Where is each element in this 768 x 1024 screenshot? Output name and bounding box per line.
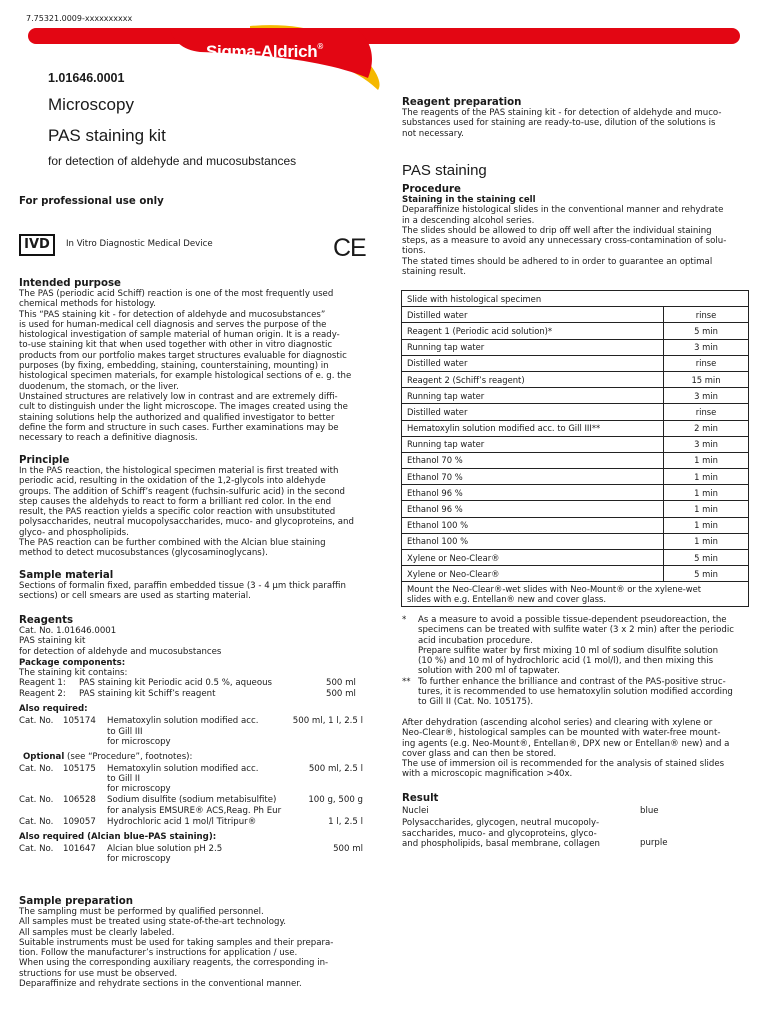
catalog-item [19, 844, 369, 865]
text-line: products from our portfolio makes target structures evaluable for diagnostic [19, 350, 347, 361]
reagent-prep-heading: Reagent preparation [402, 97, 522, 108]
package-qty: 500 ml [326, 678, 356, 689]
step-cell: Distilled water [402, 404, 664, 420]
optional-heading-line [19, 752, 369, 762]
table-row [402, 323, 749, 339]
time-cell: 3 min [664, 388, 749, 404]
package-qty: 500 ml [326, 688, 356, 699]
time-cell: 5 min [664, 323, 749, 339]
footnote-line: acid incubation procedure. [418, 635, 533, 646]
catalog-desc-line: for analysis EMSURE® ACS,Reag. Ph Eur [107, 805, 282, 816]
result-line: saccharides, muco- and glycoproteins, glyco- [402, 828, 597, 839]
text-line: The PAS reaction can be further combined with the Alcian blue staining [19, 538, 326, 549]
time-cell: 1 min [664, 452, 749, 468]
text-line: The PAS (periodic acid Schiff) reaction is one of the most frequently used [19, 289, 334, 299]
step-cell: Reagent 1 (Periodic acid solution)* [402, 323, 664, 339]
optional-note: (see “Procedure”, footnotes): [64, 752, 193, 763]
professional-use-notice: For professional use only [19, 196, 164, 207]
text-line: Unstained structures are relatively low in contrast and are extremely diffi- [19, 391, 338, 402]
table-row [402, 533, 749, 549]
text-line: sections) or cell smears are used as starting material. [19, 591, 251, 602]
catalog-desc [107, 795, 283, 816]
catalog-qty: 500 ml [333, 843, 363, 854]
step-cell: Hematoxylin solution modified acc. to Gill III** [402, 420, 664, 436]
catalog-number: 109057 [63, 817, 96, 828]
catalog-item [19, 764, 369, 795]
result-color: blue [640, 806, 659, 816]
step-cell: Running tap water [402, 339, 664, 355]
text-line: histological specimen materials, for example histological sections of e. g. the [19, 371, 352, 382]
catalog-desc-line: Alcian blue solution pH 2.5 [107, 843, 223, 854]
subtitle: for detection of aldehyde and mucosubstances [48, 154, 297, 168]
section-sample-preparation [19, 896, 369, 989]
also-required-heading: Also required: [19, 704, 88, 715]
table-row [402, 501, 749, 517]
footnotes [402, 615, 752, 708]
staining-table-wrapper [401, 290, 749, 607]
text-line: histological investigation of sample material of human origin. It is a ready- [19, 330, 340, 341]
time-cell: 1 min [664, 485, 749, 501]
result-line: and phospholipids, basal membrane, collagen [402, 838, 600, 849]
step-cell: Running tap water [402, 388, 664, 404]
catalog-desc [107, 716, 283, 747]
footnote-line: solution with 200 ml of tapwater. [418, 666, 560, 677]
text-line: not necessary. [402, 128, 464, 139]
table-row [402, 469, 749, 485]
table-row [402, 355, 749, 371]
step-cell: Distilled water [402, 355, 664, 371]
catalog-qty: 1 l, 2.5 l [328, 817, 363, 828]
catalog-desc-line: for microscopy [107, 736, 171, 747]
alcian-list [19, 844, 369, 865]
intended-text [19, 289, 369, 443]
package-list [19, 678, 369, 699]
footnote-line: tures, it is recommended to use hematoxylin solution modified according [418, 687, 733, 698]
time-cell: 5 min [664, 566, 749, 582]
text-line: Deparaffinize and rehydrate sections in the conventional manner. [19, 979, 302, 990]
text-line: groups. The addition of Schiff’s reagent (fuchsin-sulfuric acid) in the second [19, 486, 345, 497]
procedure-heading: Procedure [402, 184, 461, 195]
brand-logo: Sigma-Aldrich® [206, 42, 323, 61]
footnote [402, 677, 752, 708]
table-footer-cell [402, 582, 749, 607]
section-principle [19, 455, 369, 559]
staining-cell-heading: Staining in the staining cell [402, 195, 536, 205]
text-line: structions for use must be observed. [19, 968, 178, 979]
principle-heading: Principle [19, 455, 70, 466]
section-after-dehydration [402, 718, 752, 780]
time-cell: 1 min [664, 501, 749, 517]
text-line: is used for human-medical cell diagnosis and serves the purpose of the [19, 319, 327, 330]
catalog-desc-line: Hydrochloric acid 1 mol/l Titripur® [107, 817, 257, 828]
reagents-text [19, 626, 369, 657]
footnote-line: (10 %) and 10 ml of hydrochloric acid (1 mol/l), and then mixing this [418, 656, 714, 667]
catalog-desc-line: to Gill II [107, 773, 140, 784]
text-line: The slides should be allowed to drip off well after the individual staining [402, 225, 712, 236]
catalog-item [19, 716, 369, 747]
reagent-prep-text [402, 108, 752, 139]
reagents-heading: Reagents [19, 615, 74, 626]
section-result [402, 793, 752, 851]
table-footer-line: slides with e.g. Entellan® new and cover glass. [407, 594, 607, 605]
text-line: The sampling must be performed by qualified personnel. [19, 907, 264, 917]
time-cell: 1 min [664, 517, 749, 533]
sample-prep-text [19, 907, 369, 989]
footnote-line: specimens can be treated with sulfite water (3 x 2 min) after the periodic [418, 625, 734, 636]
time-cell: 1 min [664, 533, 749, 549]
text-line: substances used for staining are ready-to-use, dilution of the solutions is [402, 118, 716, 129]
package-label: Reagent 1: [19, 678, 66, 689]
table-row [402, 452, 749, 468]
text-line: in a descending alcohol series. [402, 215, 535, 226]
catalog-number: 105175 [63, 763, 96, 774]
text-line: This “PAS staining kit - for detection of aldehyde and mucosubstances” [19, 309, 326, 320]
catalog-label: Cat. No. [19, 795, 54, 806]
footnote-body [418, 615, 734, 677]
also-required-list [19, 716, 369, 747]
text-line: tions. [402, 246, 426, 257]
package-desc: PAS staining kit Schiff’s reagent [79, 688, 216, 699]
catalog-number: 101647 [63, 843, 96, 854]
text-line: cult to distinguish under the light microscope. The images created using the [19, 402, 348, 413]
text-line: ing agents (e.g. Neo-Mount®, Entellan®, DPX new or Entellan® new) and a [402, 738, 730, 749]
time-cell: 3 min [664, 436, 749, 452]
table-row [402, 371, 749, 387]
table-row [402, 550, 749, 566]
sample-material-heading: Sample material [19, 570, 114, 581]
catalog-desc-line: Hematoxylin solution modified acc. [107, 763, 259, 774]
time-cell: 15 min [664, 371, 749, 387]
result-row [402, 806, 752, 816]
text-line: step causes the aldehyds to react to form a brilliant red color. In the end [19, 496, 332, 507]
package-label: Reagent 2: [19, 688, 66, 699]
text-line: All samples must be treated using state-of-the-art technology. [19, 917, 287, 928]
section-procedure [402, 184, 752, 277]
text-line: cover glass and can then be stored. [402, 748, 557, 759]
table-footer-row [402, 582, 749, 607]
text-line: necessary to reach a definitive diagnosis. [19, 433, 198, 444]
text-line: purposes (by fixing, embedding, staining, counterstaining, mounting) in [19, 361, 329, 372]
text-line: result, the PAS reaction yields a specific color reaction with unsubstituted [19, 507, 336, 518]
ivd-text: In Vitro Diagnostic Medical Device [66, 239, 213, 249]
catalog-desc-line: Sodium disulfite (sodium metabisulfite) [107, 795, 277, 806]
procedure-text [402, 205, 752, 277]
catalog-label: Cat. No. [19, 716, 54, 727]
alcian-heading: Also required (Alcian blue-PAS staining): [19, 832, 217, 843]
catalog-desc-line: for microscopy [107, 784, 171, 795]
optional-list [19, 764, 369, 828]
section-reagent-preparation [402, 97, 752, 139]
catalog-desc [107, 844, 283, 865]
text-line: When using the corresponding auxiliary reagents, the corresponding in- [19, 958, 329, 969]
time-cell: 3 min [664, 339, 749, 355]
title-line-1: Microscopy [48, 95, 134, 114]
footnote-line: to Gill II (Cat. No. 105175). [418, 697, 534, 708]
table-row [402, 420, 749, 436]
time-cell: rinse [664, 355, 749, 371]
table-row [402, 436, 749, 452]
package-item [19, 689, 369, 699]
table-row [402, 517, 749, 533]
table-row [402, 566, 749, 582]
optional-heading: Optional [23, 752, 65, 763]
table-row [402, 307, 749, 323]
time-cell: 5 min [664, 550, 749, 566]
footnote-mark: * [402, 615, 407, 625]
footnote-body [418, 677, 733, 708]
result-list [402, 806, 752, 849]
catalog-qty: 500 ml, 1 l, 2.5 l [292, 716, 363, 727]
catalog-item [19, 817, 369, 827]
step-cell: Xylene or Neo-Clear® [402, 550, 664, 566]
step-cell: Ethanol 100 % [402, 517, 664, 533]
section-sample-material [19, 570, 369, 602]
result-line: Polysaccharides, glycogen, neutral mucopoly- [402, 818, 600, 829]
catalog-number: 106528 [63, 795, 96, 806]
catalog-qty: 500 ml, 2.5 l [308, 763, 363, 774]
package-heading: Package components: [19, 657, 126, 668]
step-cell: Distilled water [402, 307, 664, 323]
table-row [402, 485, 749, 501]
package-intro: The staining kit contains: [19, 668, 128, 679]
text-line: The use of immersion oil is recommended for the analysis of stained slides [402, 759, 725, 770]
table-header-row [402, 291, 749, 307]
after-text [402, 718, 752, 780]
text-line: periodic acid, resulting in the oxidation of the 1,2-glycols into aldehyde [19, 476, 326, 487]
text-line: tion. Follow the manufacturer’s instructions for application / use. [19, 948, 298, 959]
catalog-number: 105174 [63, 716, 96, 727]
catalog-desc [107, 764, 283, 795]
table-row [402, 404, 749, 420]
footnote-line: To further enhance the brilliance and contrast of the PAS-positive struc- [418, 676, 726, 687]
text-line: PAS staining kit [19, 636, 86, 647]
table-row [402, 388, 749, 404]
section-reagents [19, 615, 369, 865]
time-cell: 1 min [664, 469, 749, 485]
step-cell: Reagent 2 (Schiff’s reagent) [402, 371, 664, 387]
text-line: After dehydration (ascending alcohol series) and clearing with xylene or [402, 718, 713, 728]
catalog-item [19, 795, 369, 816]
table-header-cell: Slide with histological specimen [402, 291, 749, 307]
text-line: staining solutions help the authorized and qualified investigator to better [19, 412, 335, 423]
text-line: duodenum, the stomach, or the liver. [19, 381, 179, 392]
catalog-qty: 100 g, 500 g [308, 795, 363, 806]
section-intended-purpose [19, 278, 369, 443]
pas-staining-heading: PAS staining [402, 162, 487, 179]
result-heading: Result [402, 793, 439, 804]
text-line: Neo-Clear®, histological samples can be mounted with water-free mount- [402, 728, 721, 739]
text-line: All samples must be clearly labeled. [19, 927, 175, 938]
staining-table [401, 290, 749, 607]
footnote-line: Prepare sulfite water by first mixing 10 ml of sodium disulfite solution [418, 645, 719, 656]
time-cell: rinse [664, 307, 749, 323]
step-cell: Ethanol 96 % [402, 501, 664, 517]
footnote-line: As a measure to avoid a possible tissue-dependent pseudoreaction, the [418, 615, 727, 625]
text-line: define the form and structure in such cases. Further examinations may be [19, 422, 339, 433]
step-cell: Ethanol 100 % [402, 533, 664, 549]
catalog-desc [107, 817, 283, 827]
text-line: steps, as a measure to avoid any unnecessary cross-contamination of solu- [402, 236, 727, 247]
principle-text [19, 466, 369, 559]
table-footer-line: Mount the Neo-Clear®-wet slides with Neo-Mount® or the xylene-wet [407, 584, 702, 595]
ivd-badge: IVD [19, 234, 55, 256]
package-item [19, 678, 369, 688]
text-line: chemical methods for histology. [19, 299, 156, 310]
text-line: to-use staining kit that when used together with other in vitro diagnostic [19, 340, 333, 351]
time-cell: rinse [664, 404, 749, 420]
text-line: method to detect mucosubstances (glycosaminoglycans). [19, 548, 268, 559]
catalog-label: Cat. No. [19, 763, 54, 774]
result-color: purple [640, 838, 668, 849]
table-row [402, 339, 749, 355]
result-line: Nuclei [402, 806, 429, 816]
text-line: Sections of formalin fixed, paraffin embedded tissue (3 - 4 µm thick paraffin [19, 581, 346, 591]
text-line: The reagents of the PAS staining kit - for detection of aldehyde and muco- [402, 108, 722, 118]
sample-prep-heading: Sample preparation [19, 896, 133, 907]
title-line-2: PAS staining kit [48, 126, 166, 145]
result-row [402, 818, 752, 849]
sample-material-text [19, 581, 369, 602]
footnote-mark: ** [402, 676, 411, 687]
text-line: staining result. [402, 267, 467, 278]
package-desc: PAS staining kit Periodic acid 0.5 %, aqueous [79, 678, 273, 689]
step-cell: Ethanol 70 % [402, 469, 664, 485]
ce-mark-icon: CE [333, 234, 366, 262]
text-line: The stated times should be adhered to in order to guarantee an optimal [402, 256, 713, 267]
catalog-label: Cat. No. [19, 817, 54, 828]
catalog-desc-line: Hematoxylin solution modified acc. [107, 716, 259, 727]
text-line: polysaccharides, neutral mucopolysaccharides, muco- and glycoproteins, and [19, 517, 354, 528]
document-code: 7.75321.0009-xxxxxxxxxx [26, 14, 133, 23]
step-cell: Ethanol 70 % [402, 452, 664, 468]
text-line: Cat. No. 1.01646.0001 [19, 626, 117, 636]
text-line: In the PAS reaction, the histological specimen material is first treated with [19, 466, 339, 476]
catalog-desc-line: for microscopy [107, 853, 171, 864]
step-cell: Ethanol 96 % [402, 485, 664, 501]
intended-heading: Intended purpose [19, 278, 121, 289]
text-line: for detection of aldehyde and mucosubstances [19, 646, 222, 657]
catalog-number: 1.01646.0001 [48, 71, 125, 85]
footnote [402, 615, 752, 677]
catalog-desc-line: to Gill III [107, 726, 143, 737]
result-structure [402, 806, 640, 816]
result-structure [402, 818, 640, 849]
text-line: with a microscopic magnification >40x. [402, 769, 573, 780]
step-cell: Running tap water [402, 436, 664, 452]
catalog-label: Cat. No. [19, 843, 54, 854]
text-line: glyco- and phospholipids. [19, 527, 129, 538]
step-cell: Xylene or Neo-Clear® [402, 566, 664, 582]
time-cell: 2 min [664, 420, 749, 436]
text-line: Suitable instruments must be used for taking samples and their prepara- [19, 937, 334, 948]
text-line: Deparaffinize histological slides in the conventional manner and rehydrate [402, 205, 724, 216]
